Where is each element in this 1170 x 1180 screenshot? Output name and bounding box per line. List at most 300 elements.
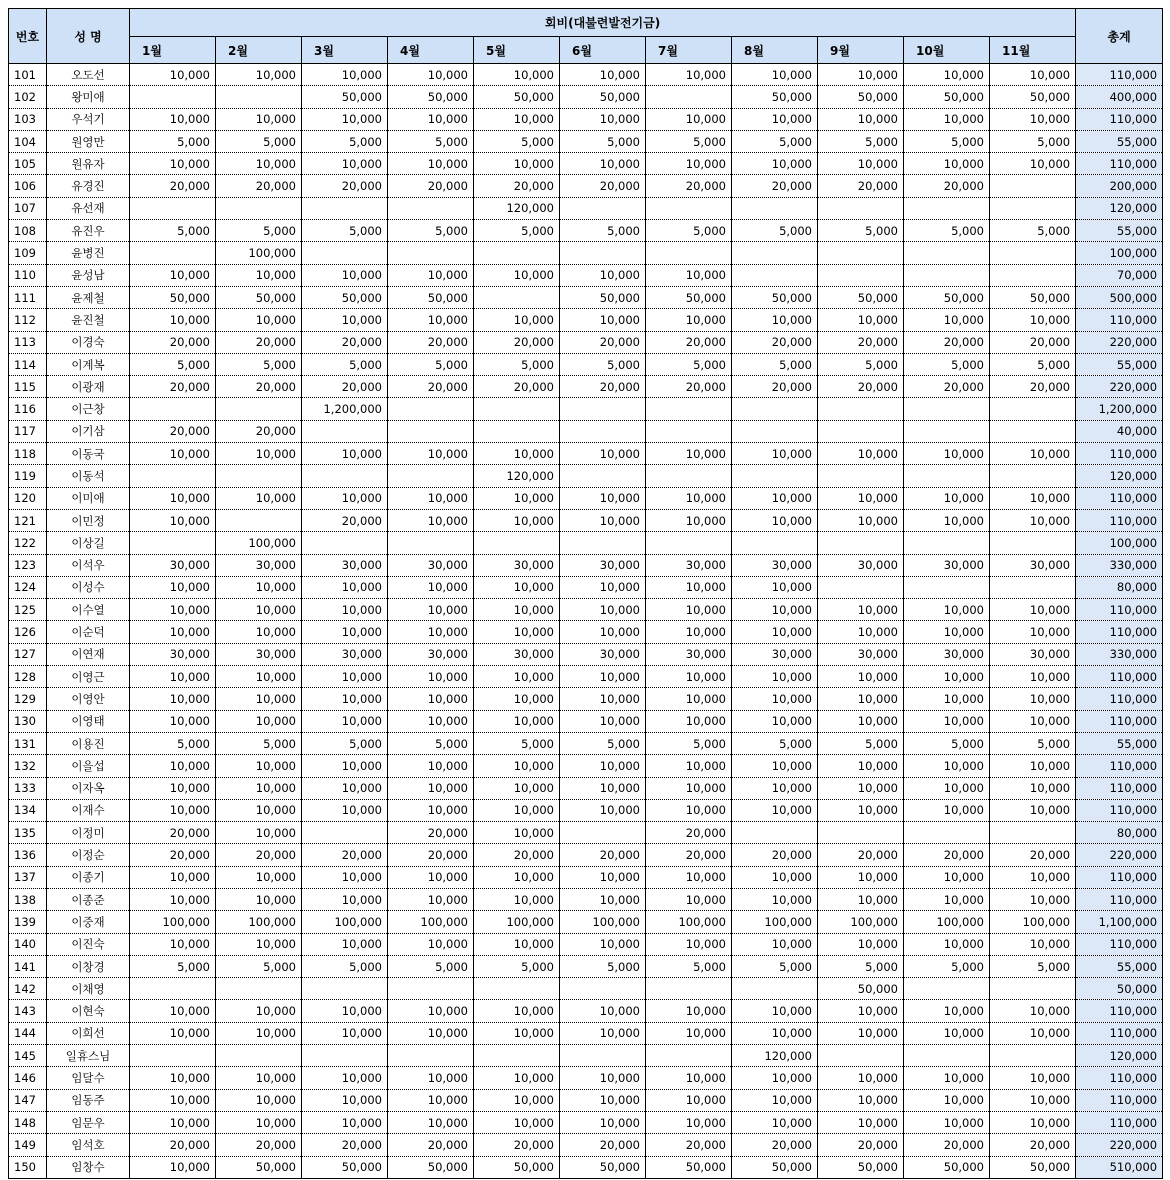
cell-month-9[interactable]: 10,000	[818, 1022, 904, 1044]
cell-month-3[interactable]: 20,000	[302, 376, 388, 398]
cell-month-9[interactable]: 10,000	[818, 755, 904, 777]
cell-name[interactable]: 이채영	[47, 978, 130, 1000]
cell-month-1[interactable]: 20,000	[130, 1134, 216, 1156]
cell-month-2[interactable]	[216, 978, 302, 1000]
cell-month-8[interactable]	[732, 978, 818, 1000]
cell-month-3[interactable]: 5,000	[302, 955, 388, 977]
cell-number[interactable]: 121	[9, 509, 47, 531]
cell-month-7[interactable]: 5,000	[646, 130, 732, 152]
cell-month-4[interactable]: 20,000	[388, 175, 474, 197]
cell-month-6[interactable]	[560, 420, 646, 442]
cell-month-9[interactable]: 10,000	[818, 1089, 904, 1111]
cell-month-8[interactable]: 10,000	[732, 1067, 818, 1089]
cell-name[interactable]: 이성수	[47, 576, 130, 598]
cell-month-4[interactable]: 10,000	[388, 487, 474, 509]
cell-month-4[interactable]: 10,000	[388, 509, 474, 531]
cell-month-3[interactable]: 10,000	[302, 688, 388, 710]
cell-month-2[interactable]: 10,000	[216, 108, 302, 130]
cell-month-2[interactable]: 5,000	[216, 732, 302, 754]
cell-month-9[interactable]: 10,000	[818, 487, 904, 509]
cell-total[interactable]: 110,000	[1076, 599, 1163, 621]
cell-month-5[interactable]	[474, 242, 560, 264]
cell-month-7[interactable]: 10,000	[646, 755, 732, 777]
cell-month-4[interactable]: 20,000	[388, 844, 474, 866]
cell-month-11[interactable]: 10,000	[990, 108, 1076, 130]
cell-month-7[interactable]: 10,000	[646, 710, 732, 732]
cell-month-5[interactable]	[474, 1045, 560, 1067]
cell-month-2[interactable]: 20,000	[216, 376, 302, 398]
cell-month-8[interactable]: 10,000	[732, 153, 818, 175]
cell-name[interactable]: 이창경	[47, 955, 130, 977]
cell-name[interactable]: 윤병진	[47, 242, 130, 264]
cell-total[interactable]: 500,000	[1076, 286, 1163, 308]
cell-total[interactable]: 55,000	[1076, 955, 1163, 977]
cell-number[interactable]: 149	[9, 1134, 47, 1156]
cell-month-8[interactable]	[732, 242, 818, 264]
cell-name[interactable]: 유진우	[47, 220, 130, 242]
cell-month-10[interactable]: 10,000	[904, 1000, 990, 1022]
cell-total[interactable]: 55,000	[1076, 220, 1163, 242]
cell-month-11[interactable]: 50,000	[990, 286, 1076, 308]
cell-month-11[interactable]: 50,000	[990, 86, 1076, 108]
cell-month-3[interactable]: 20,000	[302, 509, 388, 531]
cell-month-3[interactable]: 10,000	[302, 264, 388, 286]
cell-month-4[interactable]	[388, 420, 474, 442]
cell-month-4[interactable]	[388, 242, 474, 264]
cell-name[interactable]: 이자옥	[47, 777, 130, 799]
cell-month-9[interactable]: 10,000	[818, 710, 904, 732]
cell-month-3[interactable]: 10,000	[302, 666, 388, 688]
cell-total[interactable]: 110,000	[1076, 509, 1163, 531]
cell-name[interactable]: 윤진철	[47, 309, 130, 331]
cell-month-9[interactable]	[818, 1045, 904, 1067]
cell-month-4[interactable]: 20,000	[388, 822, 474, 844]
cell-number[interactable]: 120	[9, 487, 47, 509]
cell-month-3[interactable]: 10,000	[302, 64, 388, 86]
cell-month-5[interactable]: 10,000	[474, 576, 560, 598]
cell-month-9[interactable]: 10,000	[818, 509, 904, 531]
cell-number[interactable]: 106	[9, 175, 47, 197]
cell-month-5[interactable]: 10,000	[474, 153, 560, 175]
cell-number[interactable]: 108	[9, 220, 47, 242]
cell-number[interactable]: 136	[9, 844, 47, 866]
cell-number[interactable]: 112	[9, 309, 47, 331]
cell-month-3[interactable]: 5,000	[302, 732, 388, 754]
cell-month-7[interactable]: 10,000	[646, 509, 732, 531]
cell-month-6[interactable]: 10,000	[560, 264, 646, 286]
cell-month-3[interactable]: 10,000	[302, 888, 388, 910]
cell-total[interactable]: 400,000	[1076, 86, 1163, 108]
cell-month-11[interactable]: 10,000	[990, 64, 1076, 86]
cell-total[interactable]: 120,000	[1076, 1045, 1163, 1067]
cell-month-4[interactable]: 30,000	[388, 643, 474, 665]
cell-month-7[interactable]: 20,000	[646, 844, 732, 866]
cell-month-8[interactable]	[732, 465, 818, 487]
cell-name[interactable]: 이을섭	[47, 755, 130, 777]
cell-month-9[interactable]: 50,000	[818, 286, 904, 308]
cell-month-9[interactable]: 5,000	[818, 955, 904, 977]
cell-month-10[interactable]: 10,000	[904, 309, 990, 331]
cell-month-6[interactable]	[560, 465, 646, 487]
cell-month-6[interactable]: 10,000	[560, 688, 646, 710]
cell-number[interactable]: 111	[9, 286, 47, 308]
cell-month-4[interactable]: 10,000	[388, 710, 474, 732]
cell-month-3[interactable]: 10,000	[302, 576, 388, 598]
cell-month-6[interactable]: 10,000	[560, 621, 646, 643]
cell-month-3[interactable]: 10,000	[302, 1111, 388, 1133]
cell-month-6[interactable]: 10,000	[560, 487, 646, 509]
cell-month-11[interactable]: 10,000	[990, 1111, 1076, 1133]
cell-name[interactable]: 임동주	[47, 1089, 130, 1111]
cell-month-9[interactable]: 5,000	[818, 220, 904, 242]
cell-total[interactable]: 330,000	[1076, 554, 1163, 576]
cell-name[interactable]: 이종기	[47, 866, 130, 888]
cell-total[interactable]: 330,000	[1076, 643, 1163, 665]
cell-month-1[interactable]: 10,000	[130, 888, 216, 910]
cell-month-2[interactable]: 10,000	[216, 822, 302, 844]
cell-month-8[interactable]: 5,000	[732, 220, 818, 242]
cell-month-1[interactable]	[130, 978, 216, 1000]
cell-month-6[interactable]: 10,000	[560, 309, 646, 331]
cell-month-11[interactable]: 50,000	[990, 1156, 1076, 1178]
cell-total[interactable]: 55,000	[1076, 130, 1163, 152]
cell-total[interactable]: 70,000	[1076, 264, 1163, 286]
cell-month-3[interactable]: 10,000	[302, 1022, 388, 1044]
cell-month-9[interactable]	[818, 398, 904, 420]
cell-month-8[interactable]: 20,000	[732, 376, 818, 398]
cell-number[interactable]: 103	[9, 108, 47, 130]
cell-month-5[interactable]: 30,000	[474, 554, 560, 576]
cell-month-5[interactable]: 10,000	[474, 264, 560, 286]
cell-name[interactable]: 이중재	[47, 911, 130, 933]
cell-month-1[interactable]: 30,000	[130, 554, 216, 576]
cell-month-7[interactable]	[646, 465, 732, 487]
cell-month-9[interactable]: 5,000	[818, 353, 904, 375]
cell-month-2[interactable]: 5,000	[216, 130, 302, 152]
cell-month-3[interactable]	[302, 420, 388, 442]
cell-month-2[interactable]: 10,000	[216, 621, 302, 643]
cell-month-1[interactable]: 20,000	[130, 376, 216, 398]
cell-month-1[interactable]: 10,000	[130, 755, 216, 777]
cell-month-3[interactable]: 20,000	[302, 331, 388, 353]
cell-month-11[interactable]: 10,000	[990, 666, 1076, 688]
cell-month-1[interactable]: 5,000	[130, 353, 216, 375]
cell-total[interactable]: 110,000	[1076, 688, 1163, 710]
cell-number[interactable]: 122	[9, 532, 47, 554]
cell-number[interactable]: 115	[9, 376, 47, 398]
cell-month-7[interactable]: 20,000	[646, 376, 732, 398]
cell-month-9[interactable]: 10,000	[818, 1067, 904, 1089]
cell-total[interactable]: 110,000	[1076, 1000, 1163, 1022]
cell-month-6[interactable]: 10,000	[560, 576, 646, 598]
cell-month-9[interactable]: 10,000	[818, 309, 904, 331]
cell-month-8[interactable]: 20,000	[732, 331, 818, 353]
cell-month-4[interactable]	[388, 465, 474, 487]
cell-month-6[interactable]: 10,000	[560, 866, 646, 888]
cell-name[interactable]: 윤성남	[47, 264, 130, 286]
cell-month-1[interactable]: 10,000	[130, 1067, 216, 1089]
cell-month-11[interactable]: 10,000	[990, 866, 1076, 888]
cell-month-11[interactable]: 10,000	[990, 1022, 1076, 1044]
cell-month-1[interactable]	[130, 86, 216, 108]
cell-month-5[interactable]: 5,000	[474, 353, 560, 375]
cell-month-9[interactable]	[818, 264, 904, 286]
cell-name[interactable]: 이정미	[47, 822, 130, 844]
cell-total[interactable]: 110,000	[1076, 1089, 1163, 1111]
cell-month-9[interactable]: 10,000	[818, 777, 904, 799]
cell-month-10[interactable]: 30,000	[904, 643, 990, 665]
cell-number[interactable]: 118	[9, 443, 47, 465]
cell-month-1[interactable]: 20,000	[130, 844, 216, 866]
cell-month-7[interactable]: 10,000	[646, 799, 732, 821]
cell-month-7[interactable]: 10,000	[646, 1111, 732, 1133]
cell-name[interactable]: 이상길	[47, 532, 130, 554]
cell-month-11[interactable]: 10,000	[990, 1067, 1076, 1089]
cell-month-7[interactable]: 10,000	[646, 933, 732, 955]
cell-month-10[interactable]: 5,000	[904, 732, 990, 754]
cell-name[interactable]: 이정순	[47, 844, 130, 866]
cell-month-11[interactable]: 20,000	[990, 844, 1076, 866]
cell-total[interactable]: 110,000	[1076, 933, 1163, 955]
cell-month-4[interactable]: 10,000	[388, 1000, 474, 1022]
cell-month-1[interactable]: 10,000	[130, 688, 216, 710]
cell-name[interactable]: 이민정	[47, 509, 130, 531]
cell-month-10[interactable]: 20,000	[904, 175, 990, 197]
cell-name[interactable]: 유선재	[47, 197, 130, 219]
cell-month-4[interactable]: 10,000	[388, 576, 474, 598]
cell-name[interactable]: 임창수	[47, 1156, 130, 1178]
cell-month-6[interactable]: 50,000	[560, 86, 646, 108]
cell-total[interactable]: 80,000	[1076, 576, 1163, 598]
cell-month-9[interactable]: 50,000	[818, 978, 904, 1000]
cell-month-8[interactable]: 100,000	[732, 911, 818, 933]
cell-month-8[interactable]: 5,000	[732, 353, 818, 375]
cell-month-7[interactable]: 10,000	[646, 64, 732, 86]
cell-month-6[interactable]: 5,000	[560, 220, 646, 242]
cell-month-7[interactable]: 10,000	[646, 688, 732, 710]
cell-number[interactable]: 110	[9, 264, 47, 286]
cell-month-1[interactable]: 10,000	[130, 576, 216, 598]
cell-month-9[interactable]: 10,000	[818, 599, 904, 621]
cell-total[interactable]: 110,000	[1076, 443, 1163, 465]
cell-month-9[interactable]: 10,000	[818, 64, 904, 86]
cell-month-4[interactable]: 10,000	[388, 108, 474, 130]
cell-month-11[interactable]: 10,000	[990, 1089, 1076, 1111]
cell-month-8[interactable]: 10,000	[732, 576, 818, 598]
cell-month-3[interactable]: 50,000	[302, 286, 388, 308]
cell-month-6[interactable]: 10,000	[560, 1022, 646, 1044]
cell-month-10[interactable]: 10,000	[904, 621, 990, 643]
cell-month-2[interactable]: 10,000	[216, 443, 302, 465]
cell-month-5[interactable]: 10,000	[474, 108, 560, 130]
cell-month-4[interactable]: 10,000	[388, 309, 474, 331]
cell-month-3[interactable]: 10,000	[302, 309, 388, 331]
cell-month-1[interactable]: 10,000	[130, 599, 216, 621]
cell-month-4[interactable]: 5,000	[388, 220, 474, 242]
cell-number[interactable]: 116	[9, 398, 47, 420]
cell-month-11[interactable]: 5,000	[990, 130, 1076, 152]
cell-total[interactable]: 55,000	[1076, 732, 1163, 754]
cell-month-2[interactable]: 30,000	[216, 643, 302, 665]
cell-month-7[interactable]: 10,000	[646, 621, 732, 643]
cell-month-1[interactable]: 20,000	[130, 175, 216, 197]
cell-month-1[interactable]: 10,000	[130, 309, 216, 331]
cell-month-6[interactable]: 30,000	[560, 554, 646, 576]
cell-month-9[interactable]	[818, 822, 904, 844]
cell-total[interactable]: 110,000	[1076, 64, 1163, 86]
cell-name[interactable]: 이현숙	[47, 1000, 130, 1022]
cell-name[interactable]: 이기삼	[47, 420, 130, 442]
cell-month-9[interactable]: 30,000	[818, 554, 904, 576]
cell-month-4[interactable]: 5,000	[388, 732, 474, 754]
cell-total[interactable]: 110,000	[1076, 621, 1163, 643]
cell-name[interactable]: 이석우	[47, 554, 130, 576]
cell-month-3[interactable]: 10,000	[302, 933, 388, 955]
cell-month-8[interactable]: 10,000	[732, 710, 818, 732]
cell-total[interactable]: 1,100,000	[1076, 911, 1163, 933]
cell-month-7[interactable]: 5,000	[646, 732, 732, 754]
cell-month-4[interactable]: 10,000	[388, 599, 474, 621]
cell-month-5[interactable]: 10,000	[474, 933, 560, 955]
cell-month-4[interactable]: 5,000	[388, 955, 474, 977]
cell-total[interactable]: 80,000	[1076, 822, 1163, 844]
cell-total[interactable]: 50,000	[1076, 978, 1163, 1000]
cell-month-2[interactable]: 10,000	[216, 1000, 302, 1022]
cell-month-9[interactable]: 10,000	[818, 621, 904, 643]
cell-month-5[interactable]: 20,000	[474, 331, 560, 353]
cell-month-6[interactable]: 50,000	[560, 1156, 646, 1178]
cell-name[interactable]: 이동석	[47, 465, 130, 487]
cell-month-11[interactable]: 10,000	[990, 933, 1076, 955]
cell-month-9[interactable]: 10,000	[818, 933, 904, 955]
cell-month-9[interactable]: 10,000	[818, 666, 904, 688]
cell-month-10[interactable]: 50,000	[904, 286, 990, 308]
cell-total[interactable]: 110,000	[1076, 153, 1163, 175]
cell-month-10[interactable]: 10,000	[904, 799, 990, 821]
cell-month-5[interactable]: 10,000	[474, 755, 560, 777]
cell-month-11[interactable]	[990, 264, 1076, 286]
cell-month-5[interactable]: 10,000	[474, 1000, 560, 1022]
cell-month-1[interactable]: 100,000	[130, 911, 216, 933]
cell-month-11[interactable]	[990, 420, 1076, 442]
cell-month-10[interactable]: 10,000	[904, 933, 990, 955]
cell-month-9[interactable]	[818, 465, 904, 487]
cell-month-11[interactable]: 20,000	[990, 331, 1076, 353]
cell-month-2[interactable]: 5,000	[216, 353, 302, 375]
cell-month-3[interactable]	[302, 1045, 388, 1067]
cell-total[interactable]: 200,000	[1076, 175, 1163, 197]
cell-total[interactable]: 55,000	[1076, 353, 1163, 375]
cell-month-10[interactable]: 20,000	[904, 331, 990, 353]
cell-month-1[interactable]: 10,000	[130, 1156, 216, 1178]
cell-month-10[interactable]: 10,000	[904, 710, 990, 732]
cell-month-5[interactable]: 10,000	[474, 64, 560, 86]
cell-name[interactable]: 이광재	[47, 376, 130, 398]
cell-total[interactable]: 100,000	[1076, 532, 1163, 554]
cell-month-5[interactable]: 20,000	[474, 376, 560, 398]
cell-month-7[interactable]: 5,000	[646, 955, 732, 977]
cell-number[interactable]: 140	[9, 933, 47, 955]
cell-month-4[interactable]	[388, 532, 474, 554]
cell-month-10[interactable]: 100,000	[904, 911, 990, 933]
cell-month-10[interactable]	[904, 242, 990, 264]
cell-month-5[interactable]: 10,000	[474, 1067, 560, 1089]
cell-month-10[interactable]: 10,000	[904, 1067, 990, 1089]
cell-month-5[interactable]	[474, 398, 560, 420]
cell-month-9[interactable]: 10,000	[818, 866, 904, 888]
cell-month-1[interactable]: 10,000	[130, 108, 216, 130]
cell-total[interactable]: 110,000	[1076, 755, 1163, 777]
cell-month-1[interactable]: 10,000	[130, 1022, 216, 1044]
cell-month-8[interactable]: 10,000	[732, 309, 818, 331]
cell-month-11[interactable]: 5,000	[990, 353, 1076, 375]
cell-month-8[interactable]: 10,000	[732, 509, 818, 531]
cell-month-9[interactable]: 100,000	[818, 911, 904, 933]
cell-month-1[interactable]	[130, 398, 216, 420]
cell-month-1[interactable]: 10,000	[130, 153, 216, 175]
cell-month-4[interactable]: 10,000	[388, 264, 474, 286]
cell-month-2[interactable]: 50,000	[216, 1156, 302, 1178]
cell-month-11[interactable]: 10,000	[990, 888, 1076, 910]
cell-name[interactable]: 이근창	[47, 398, 130, 420]
cell-month-7[interactable]: 10,000	[646, 1022, 732, 1044]
cell-month-7[interactable]: 20,000	[646, 822, 732, 844]
cell-month-1[interactable]	[130, 532, 216, 554]
cell-month-5[interactable]: 10,000	[474, 599, 560, 621]
cell-month-2[interactable]: 10,000	[216, 1067, 302, 1089]
cell-month-11[interactable]: 10,000	[990, 799, 1076, 821]
cell-month-3[interactable]: 1,200,000	[302, 398, 388, 420]
cell-month-10[interactable]: 10,000	[904, 777, 990, 799]
cell-month-4[interactable]: 10,000	[388, 1089, 474, 1111]
cell-month-10[interactable]: 10,000	[904, 755, 990, 777]
cell-month-2[interactable]: 10,000	[216, 153, 302, 175]
cell-month-9[interactable]: 10,000	[818, 1000, 904, 1022]
cell-month-5[interactable]: 10,000	[474, 866, 560, 888]
cell-month-11[interactable]: 10,000	[990, 688, 1076, 710]
cell-number[interactable]: 119	[9, 465, 47, 487]
cell-month-4[interactable]: 10,000	[388, 688, 474, 710]
cell-month-3[interactable]: 10,000	[302, 799, 388, 821]
cell-month-11[interactable]	[990, 532, 1076, 554]
cell-month-8[interactable]: 10,000	[732, 1111, 818, 1133]
cell-month-2[interactable]: 10,000	[216, 688, 302, 710]
cell-month-7[interactable]: 50,000	[646, 286, 732, 308]
cell-month-1[interactable]	[130, 1045, 216, 1067]
cell-name[interactable]: 오도선	[47, 64, 130, 86]
cell-month-5[interactable]: 10,000	[474, 666, 560, 688]
cell-month-2[interactable]	[216, 1045, 302, 1067]
cell-month-3[interactable]: 10,000	[302, 1067, 388, 1089]
cell-number[interactable]: 133	[9, 777, 47, 799]
cell-month-7[interactable]: 5,000	[646, 353, 732, 375]
cell-month-8[interactable]	[732, 197, 818, 219]
cell-month-3[interactable]: 10,000	[302, 599, 388, 621]
cell-month-5[interactable]: 20,000	[474, 844, 560, 866]
cell-month-9[interactable]	[818, 576, 904, 598]
cell-month-2[interactable]: 20,000	[216, 331, 302, 353]
cell-month-2[interactable]	[216, 197, 302, 219]
cell-month-3[interactable]: 30,000	[302, 554, 388, 576]
cell-month-10[interactable]	[904, 398, 990, 420]
cell-number[interactable]: 104	[9, 130, 47, 152]
cell-month-11[interactable]: 10,000	[990, 755, 1076, 777]
cell-month-8[interactable]: 10,000	[732, 666, 818, 688]
cell-month-7[interactable]: 10,000	[646, 576, 732, 598]
cell-month-3[interactable]: 10,000	[302, 443, 388, 465]
cell-total[interactable]: 220,000	[1076, 844, 1163, 866]
cell-month-9[interactable]: 10,000	[818, 443, 904, 465]
